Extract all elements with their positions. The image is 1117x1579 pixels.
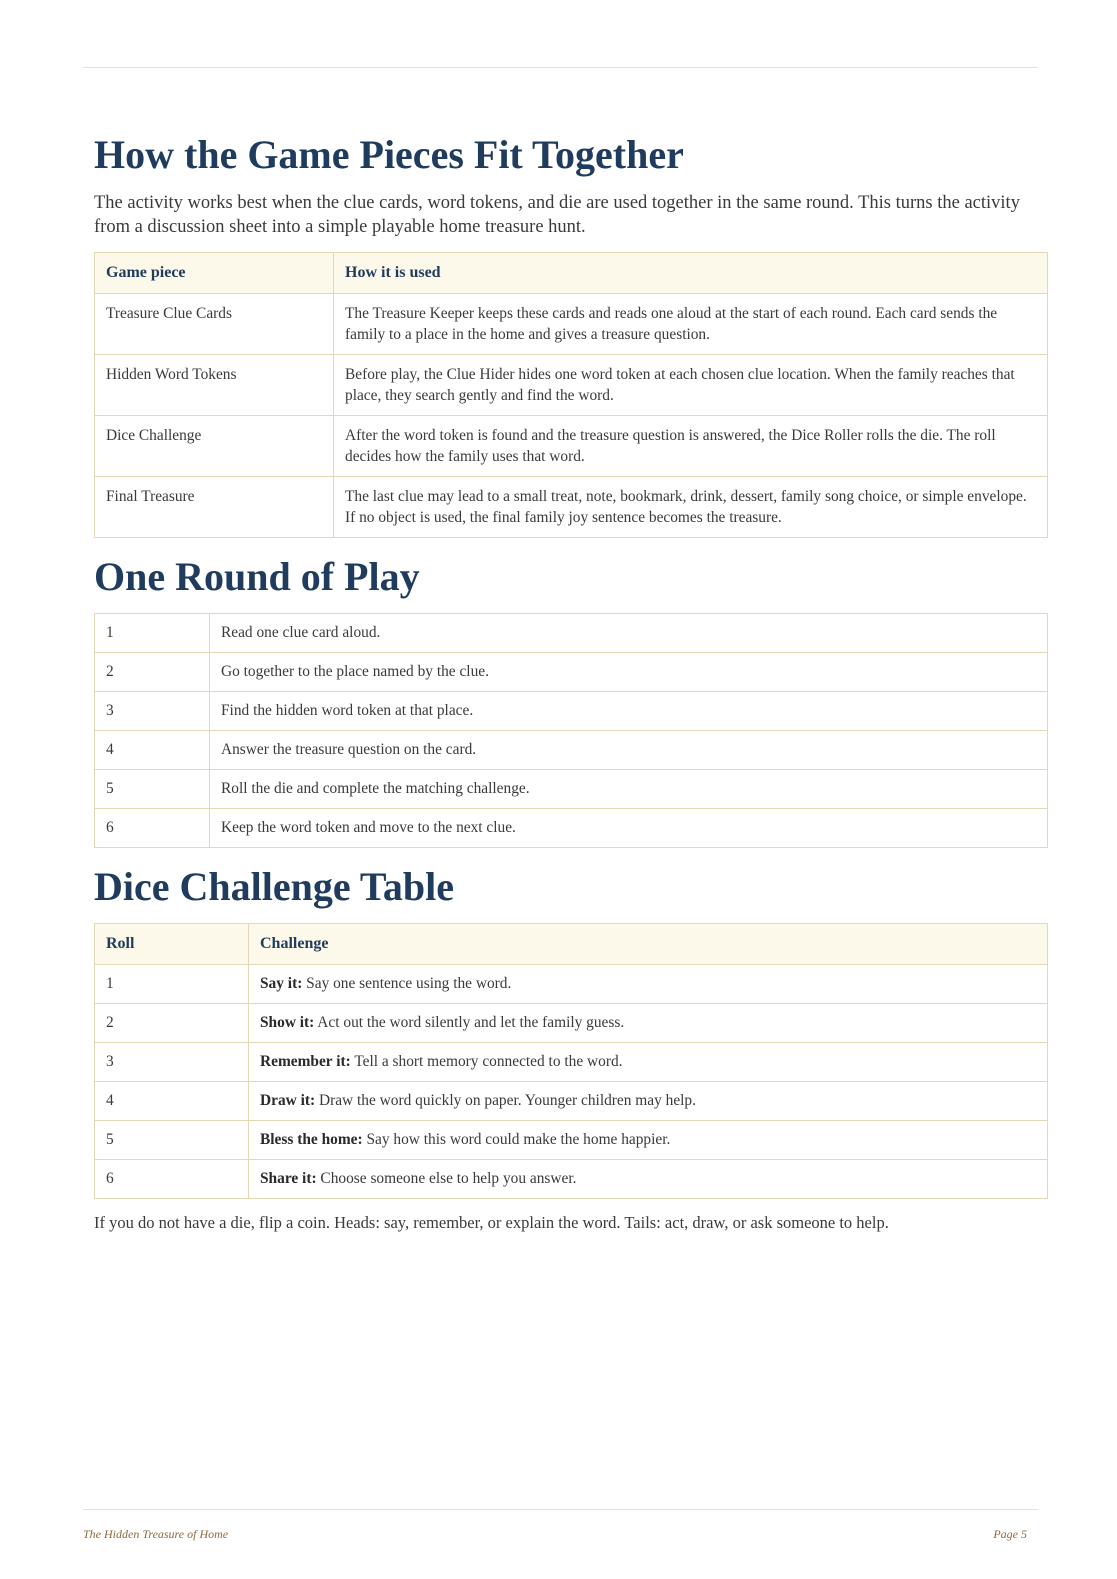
section-intro: The activity works best when the clue cards, word tokens, and die are used together in the same round. This turns the activity from a discussion sheet into a simple playable home treasure hunt. [94, 193, 1020, 237]
section-dice-challenge [94, 864, 1048, 1234]
usage-cell: Before play, the Clue Hider hides one word token at each chosen clue location. When the family reaches that place, they search gently and find the word. [334, 355, 1048, 416]
table-row [95, 692, 1048, 731]
table-row [95, 809, 1048, 848]
roll-number: 1 [95, 965, 249, 1004]
footer-document-title: The Hidden Treasure of Home [83, 1527, 229, 1541]
dice-challenge-table [94, 923, 1048, 1199]
game-piece-cell: Final Treasure [95, 477, 334, 538]
table-row [95, 1121, 1048, 1160]
column-header-game-piece: Game piece [95, 253, 334, 294]
section-title-one-round: One Round of Play [94, 554, 420, 599]
round-steps-table [94, 613, 1048, 848]
challenge-label: Share it: [260, 1170, 317, 1187]
roll-number: 4 [95, 1082, 249, 1121]
step-text: Answer the treasure question on the card. [210, 731, 1048, 770]
table-header-row [95, 253, 1048, 294]
step-number: 4 [95, 731, 210, 770]
table-row [95, 1004, 1048, 1043]
usage-cell: After the word token is found and the treasure question is answered, the Dice Roller rolls the die. The roll decides how the family uses that word. [334, 416, 1048, 477]
challenge-cell [249, 965, 1048, 1004]
step-number: 1 [95, 614, 210, 653]
table-row [95, 1160, 1048, 1199]
section-one-round [94, 554, 1048, 848]
challenge-cell [249, 1121, 1048, 1160]
column-header-roll: Roll [95, 924, 249, 965]
table-row [95, 416, 1048, 477]
table-row [95, 1043, 1048, 1082]
challenge-cell [249, 1004, 1048, 1043]
challenge-text: Choose someone else to help you answer. [316, 1170, 577, 1187]
challenge-label: Remember it: [260, 1053, 351, 1070]
step-number: 6 [95, 809, 210, 848]
step-text: Read one clue card aloud. [210, 614, 1048, 653]
step-text: Roll the die and complete the matching challenge. [210, 770, 1048, 809]
game-piece-cell: Hidden Word Tokens [95, 355, 334, 416]
table-row [95, 614, 1048, 653]
roll-number: 2 [95, 1004, 249, 1043]
challenge-text: Say how this word could make the home happier. [362, 1131, 671, 1148]
footer-page-number: Page 5 [993, 1527, 1027, 1541]
challenge-label: Say it: [260, 975, 303, 992]
column-header-how-used: How it is used [334, 253, 1048, 294]
usage-cell: The last clue may lead to a small treat, note, bookmark, drink, dessert, family song choice, or simple envelope. If no object is used, the final family joy sentence becomes the treasure. [334, 477, 1048, 538]
usage-cell: The Treasure Keeper keeps these cards and reads one aloud at the start of each round. Each card sends the family to a place in the home and gives a treasure question. [334, 294, 1048, 355]
step-number: 2 [95, 653, 210, 692]
step-text: Find the hidden word token at that place. [210, 692, 1048, 731]
section-game-pieces [94, 132, 1048, 538]
table-row [95, 294, 1048, 355]
table-row [95, 1082, 1048, 1121]
challenge-text: Say one sentence using the word. [302, 975, 512, 992]
section-title-game-pieces: How the Game Pieces Fit Together [94, 132, 684, 177]
challenge-cell [249, 1160, 1048, 1199]
challenge-text: Tell a short memory connected to the word. [350, 1053, 623, 1070]
game-pieces-table [94, 252, 1048, 538]
table-row [95, 355, 1048, 416]
step-text: Go together to the place named by the clue. [210, 653, 1048, 692]
table-row [95, 770, 1048, 809]
header-rule [83, 67, 1038, 68]
roll-number: 5 [95, 1121, 249, 1160]
challenge-cell [249, 1043, 1048, 1082]
section-title-dice-challenge: Dice Challenge Table [94, 864, 455, 909]
footer-rule [83, 1509, 1038, 1510]
step-text: Keep the word token and move to the next clue. [210, 809, 1048, 848]
roll-number: 6 [95, 1160, 249, 1199]
challenge-label: Bless the home: [260, 1131, 363, 1148]
challenge-text: Act out the word silently and let the family guess. [314, 1014, 625, 1031]
challenge-text: Draw the word quickly on paper. Younger children may help. [315, 1092, 696, 1109]
challenge-cell [249, 1082, 1048, 1121]
challenge-label: Draw it: [260, 1092, 316, 1109]
step-number: 5 [95, 770, 210, 809]
roll-number: 3 [95, 1043, 249, 1082]
coin-flip-note: If you do not have a die, flip a coin. Heads: say, remember, or explain the word. Tails: act, draw, or ask someone to help. [94, 1213, 889, 1232]
challenge-label: Show it: [260, 1014, 315, 1031]
column-header-challenge: Challenge [249, 924, 1048, 965]
table-row [95, 477, 1048, 538]
table-header-row [95, 924, 1048, 965]
game-piece-cell: Treasure Clue Cards [95, 294, 334, 355]
table-row [95, 653, 1048, 692]
table-row [95, 965, 1048, 1004]
table-row [95, 731, 1048, 770]
step-number: 3 [95, 692, 210, 731]
game-piece-cell: Dice Challenge [95, 416, 334, 477]
page-content [94, 132, 1048, 1234]
